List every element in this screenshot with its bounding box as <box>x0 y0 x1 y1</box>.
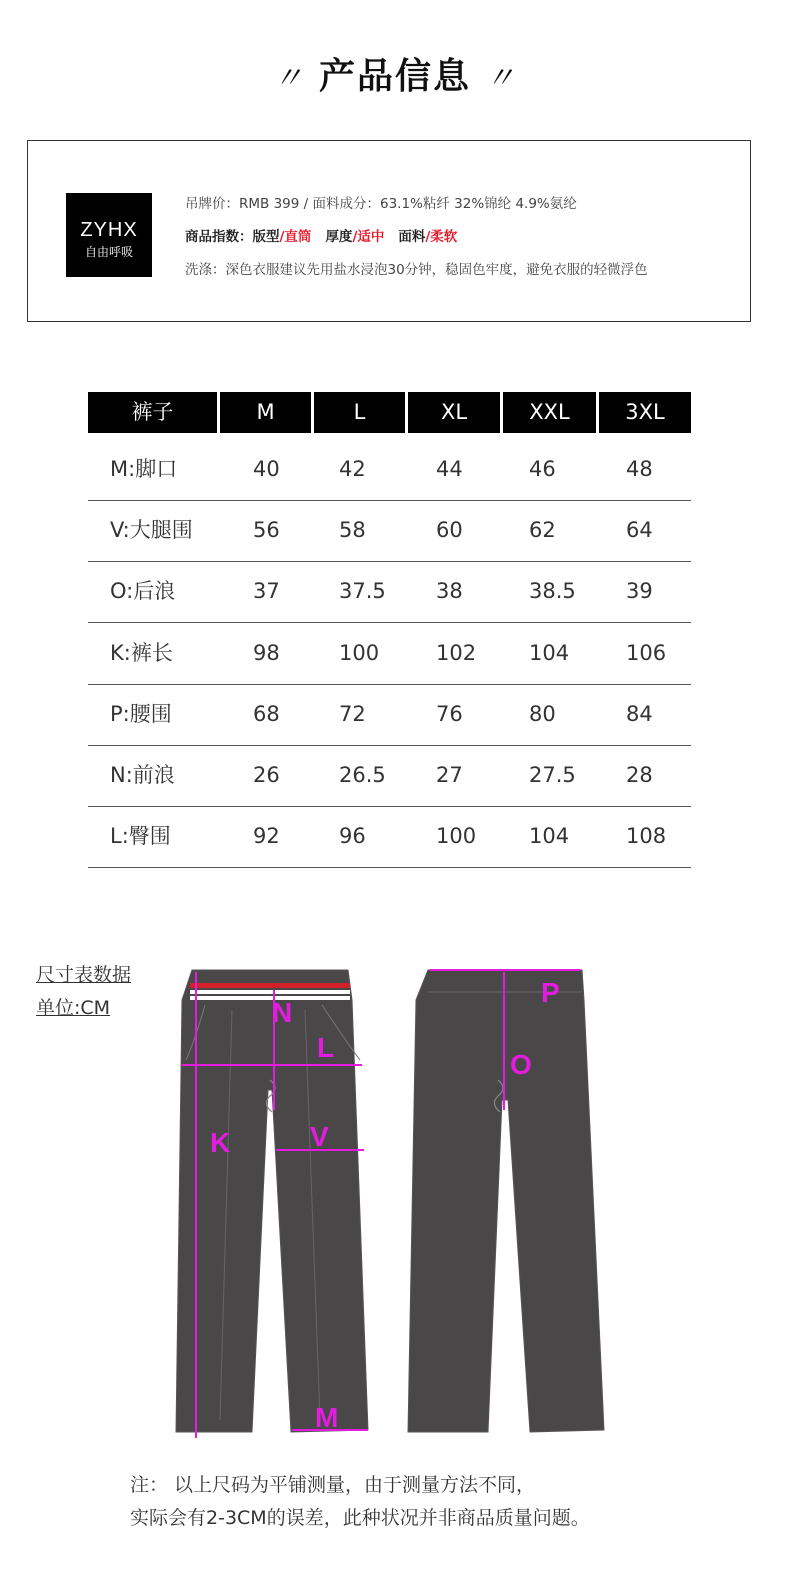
table-cell: 84 <box>626 701 653 726</box>
table-cell: 100 <box>436 824 477 849</box>
table-cell: 56 <box>253 518 280 543</box>
row-label: N:前浪 <box>110 763 175 787</box>
row-label: V:大腿围 <box>110 518 193 543</box>
table-cell: 38 <box>436 579 463 604</box>
logo-line2: 自由呼吸 <box>84 245 133 259</box>
wash-label: 洗涤： <box>185 262 226 278</box>
row-label: M:脚口 <box>110 457 178 481</box>
table-cell: 100 <box>339 640 380 665</box>
table-cell: 80 <box>529 701 556 726</box>
letter-k: K <box>210 1127 231 1158</box>
header-cell: M <box>220 392 311 433</box>
letter-l: L <box>317 1032 335 1063</box>
note-line2: 实际会有2-3CM的误差，此种状况并非商品质量问题。 <box>130 1507 590 1529</box>
fabric-comp-value: 63.1%粘纤 32%锦纶 4.9%氨纶 <box>379 196 577 212</box>
table-cell: 27 <box>436 763 463 787</box>
row-label: O:后浪 <box>110 579 176 604</box>
letter-p: P <box>541 977 560 1008</box>
header-cell: L <box>314 392 405 433</box>
table-cell: 44 <box>436 457 463 481</box>
size-data-label: 尺寸表数据 <box>36 964 132 986</box>
table-cell: 28 <box>626 763 653 787</box>
table-cell: 104 <box>529 824 570 849</box>
fit-value: /直筒 <box>279 229 312 245</box>
table-cell: 102 <box>436 640 477 665</box>
letter-m: M <box>315 1402 339 1433</box>
table-cell: 106 <box>626 640 667 665</box>
header-cell: XL <box>408 392 500 433</box>
table-cell: 40 <box>253 457 280 481</box>
fabric-value: /柔软 <box>425 229 458 245</box>
table-cell: 104 <box>529 640 570 665</box>
table-cell: 108 <box>626 824 667 849</box>
table-cell: 64 <box>626 518 653 543</box>
letter-v: V <box>310 1121 329 1152</box>
table-cell: 48 <box>626 457 653 481</box>
fit-label: 版型 <box>252 229 280 245</box>
row-label: P:腰围 <box>110 701 172 726</box>
table-cell: 62 <box>529 518 556 543</box>
table-cell: 38.5 <box>529 579 576 604</box>
header-cell: 裤子 <box>88 392 217 433</box>
table-cell: 58 <box>339 518 366 543</box>
table-cell: 98 <box>253 640 280 665</box>
table-cell: 96 <box>339 824 366 849</box>
fabric-comp-label: 面料成分： <box>312 196 380 212</box>
fabric-label: 面料 <box>398 229 426 245</box>
logo-line1: ZYHX <box>80 219 138 241</box>
table-cell: 37 <box>253 579 280 604</box>
quote-close: 〃 <box>485 61 517 96</box>
table-cell: 68 <box>253 701 280 726</box>
row-label: L:臀围 <box>110 824 171 849</box>
title-text: 产品信息 <box>318 56 471 97</box>
table-cell: 37.5 <box>339 579 386 604</box>
letter-n: N <box>272 997 293 1028</box>
index-label: 商品指数： <box>185 229 253 245</box>
table-cell: 92 <box>253 824 280 849</box>
quote-open: 〃 <box>272 61 305 96</box>
front-pants <box>176 970 368 1432</box>
table-cell: 60 <box>436 518 463 543</box>
thickness-value: /适中 <box>352 229 385 245</box>
note-line1: 注： 以上尺码为平铺测量，由于测量方法不同， <box>130 1474 536 1496</box>
table-cell: 46 <box>529 457 556 481</box>
price-label: 吊牌价： <box>185 196 239 212</box>
table-cell: 39 <box>626 579 653 604</box>
table-cell: 42 <box>339 457 366 481</box>
table-cell: 26.5 <box>339 763 386 787</box>
table-cell: 27.5 <box>529 763 576 787</box>
table-cell: 26 <box>253 763 280 787</box>
price-value: RMB 399 / <box>239 196 313 212</box>
letter-o: O <box>510 1049 532 1080</box>
table-cell: 72 <box>339 701 366 726</box>
header-cell: 3XL <box>599 392 691 433</box>
row-label: K:裤长 <box>110 640 173 665</box>
unit-label: 单位:CM <box>36 997 111 1019</box>
back-pants <box>408 970 604 1432</box>
table-cell: 76 <box>436 701 463 726</box>
thickness-label: 厚度 <box>325 229 353 245</box>
wash-text: 深色衣服建议先用盐水浸泡30分钟，稳固色牢度，避免衣服的轻微浮色 <box>225 262 648 278</box>
header-cell: XXL <box>503 392 596 433</box>
